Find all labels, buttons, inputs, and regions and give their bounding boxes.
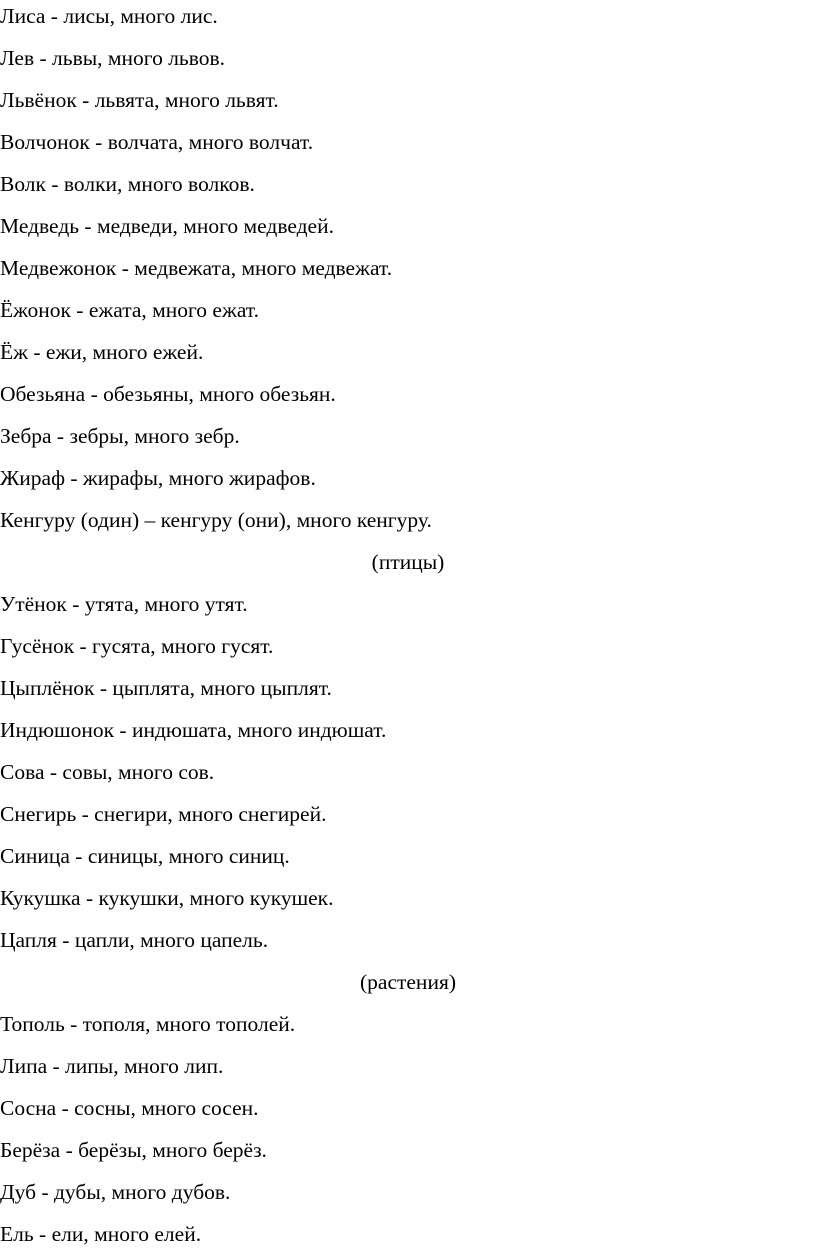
text-line: Тополь - тополя, много тополей. <box>0 1012 296 1036</box>
text-line: Лев - львы, много львов. <box>0 46 226 70</box>
text-line: Кенгуру (один) – кенгуру (они), много кенгуру. <box>0 508 432 532</box>
text-line: Медведь - медведи, много медведей. <box>0 214 334 238</box>
text-line: Берёза - берёзы, много берёз. <box>0 1138 267 1162</box>
text-line: Сосна - сосны, много сосен. <box>0 1096 259 1120</box>
text-line: Жираф - жирафы, много жирафов. <box>0 466 316 490</box>
text-line: Сова - совы, много сов. <box>0 760 215 784</box>
text-line: Дуб - дубы, много дубов. <box>0 1180 231 1204</box>
text-line: Зебра - зебры, много зебр. <box>0 424 240 448</box>
text-line: Цыплёнок - цыплята, много цыплят. <box>0 676 332 700</box>
section-heading-plants: (растения) <box>360 970 456 994</box>
text-line: Кукушка - кукушки, много кукушек. <box>0 886 334 910</box>
text-line: Ёжонок - ежата, много ежат. <box>0 298 259 322</box>
text-line: Снегирь - снегири, много снегирей. <box>0 802 327 826</box>
text-line: Утёнок - утята, много утят. <box>0 592 248 616</box>
text-line: Волчонок - волчата, много волчат. <box>0 130 314 154</box>
text-line: Обезьяна - обезьяны, много обезьян. <box>0 382 336 406</box>
section-heading-birds: (птицы) <box>371 550 445 574</box>
text-line: Львёнок - львята, много львят. <box>0 88 279 112</box>
text-line: Медвежонок - медвежата, много медвежат. <box>0 256 393 280</box>
text-line: Индюшонок - индюшата, много индюшат. <box>0 718 387 742</box>
text-line: Гусёнок - гусята, много гусят. <box>0 634 274 658</box>
text-line: Цапля - цапли, много цапель. <box>0 928 269 952</box>
text-line: Липа - липы, много лип. <box>0 1054 224 1078</box>
text-line: Ель - ели, много елей. <box>0 1222 202 1246</box>
text-line: Ёж - ежи, много ежей. <box>0 340 204 364</box>
text-line: Волк - волки, много волков. <box>0 172 255 196</box>
text-line: Лиса - лисы, много лис. <box>0 4 218 28</box>
text-line: Синица - синицы, много синиц. <box>0 844 290 868</box>
